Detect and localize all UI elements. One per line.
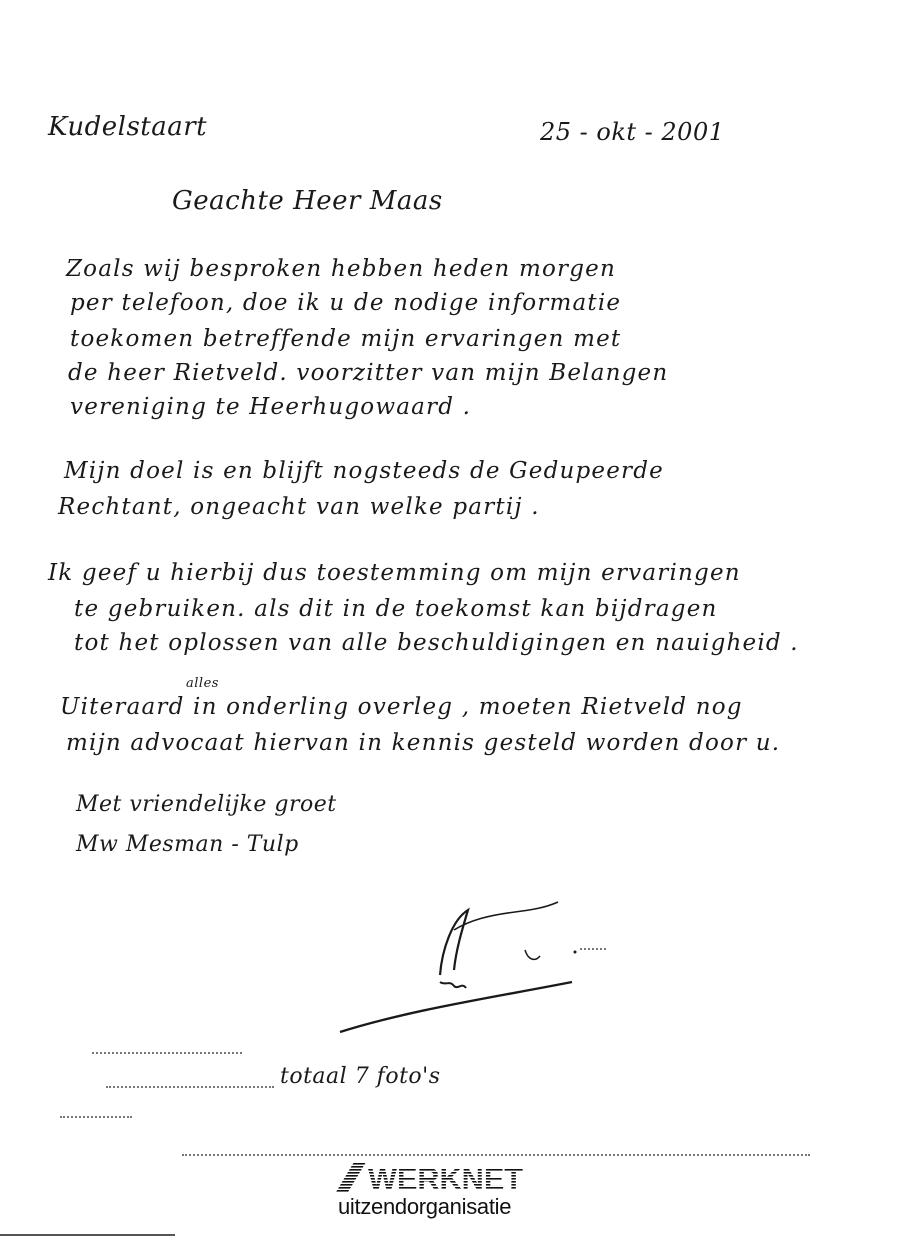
enclosure-note: totaal 7 foto's [280,1064,441,1089]
salutation: Geachte Heer Maas [172,186,443,216]
dotted-rule [182,1154,810,1156]
body-line: Rechtant, ongeacht van welke partij . [58,494,540,520]
body-line: per telefoon, doe ik u de nodige informatie [70,290,622,316]
werknet-wordmark-icon [336,1160,526,1194]
inserted-word: alles [186,676,219,691]
svg-text:WERKNET: WERKNET [368,1163,523,1194]
body-line: Zoals wij besproken hebben heden morgen [66,256,616,282]
dotted-line [60,1116,132,1118]
body-line: de heer Rietveld. voorzitter van mijn Belangen [68,360,669,386]
body-line: Uiteraard in onderling overleg , moeten Rietveld nog [60,694,743,720]
werknet-logo [336,1160,536,1220]
body-line: Ik geef u hierbij dus toestemming om mijn ervaringen [48,560,741,586]
body-line: vereniging te Heerhugowaard . [70,394,472,420]
letter-date: 25 - okt - 2001 [540,118,725,146]
body-line: mijn advocaat hiervan in kennis gesteld worden door u. [66,730,781,756]
closing: Met vriendelijke groet [76,792,337,817]
body-line: tot het oplossen van alle beschuldigingen en nauigheid . [74,630,799,656]
letter-place: Kudelstaart [48,112,208,142]
sender-name: Mw Mesman - Tulp [76,832,299,857]
dotted-line [106,1086,274,1088]
body-line: Mijn doel is en blijft nogsteeds de Gedupeerde [64,458,664,484]
dotted-line [92,1052,242,1054]
body-line: te gebruiken. als dit in de toekomst kan bijdragen [74,596,718,622]
body-line: toekomen betreffende mijn ervaringen met [70,326,622,352]
logo-subtitle: uitzendorganisatie [338,1194,512,1219]
handwritten-signature [330,890,580,1040]
bottom-rule [0,1234,175,1236]
dotted-mark [580,948,606,950]
